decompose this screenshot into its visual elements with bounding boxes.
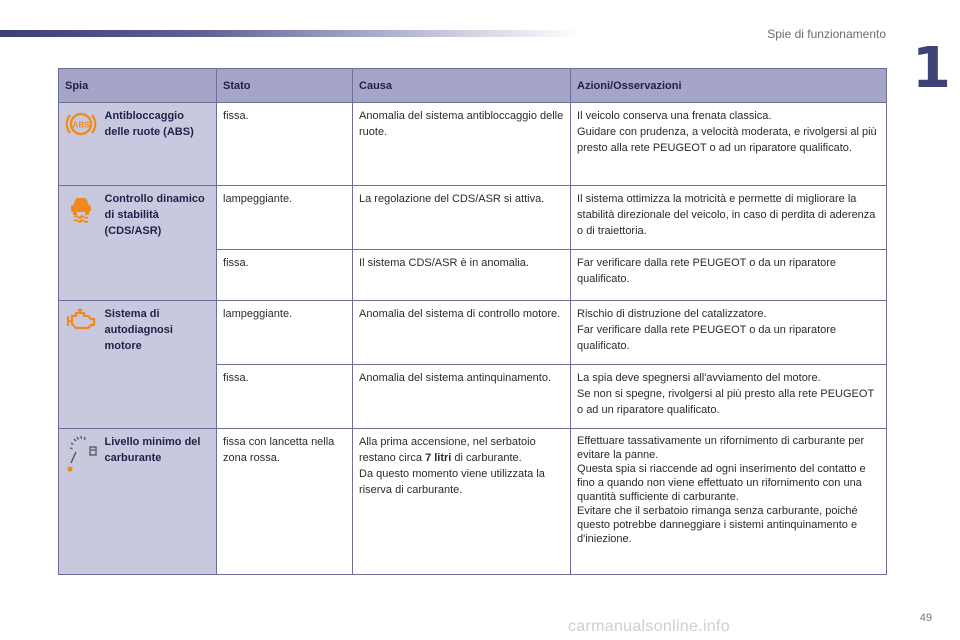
- warning-name: Sistema di autodiagnosi motore: [103, 301, 217, 429]
- stato-cell: lampeggiante.: [217, 301, 353, 365]
- warning-lights-table: [58, 68, 887, 575]
- cds-icon-cell: [59, 186, 103, 301]
- watermark: carmanualsonline.info: [568, 618, 730, 635]
- stato-cell: fissa.: [217, 365, 353, 429]
- fuel-level-icon: [64, 435, 98, 475]
- table-row: [59, 186, 887, 250]
- warning-name: Controllo dinamico di stabilità (CDS/ASR): [103, 186, 217, 301]
- column-header-azioni: Azioni/Osservazioni: [571, 69, 887, 103]
- header-gradient-bar: [0, 30, 580, 37]
- azioni-cell: [571, 103, 887, 186]
- causa-cell: La regolazione del CDS/ASR si attiva.: [353, 186, 571, 250]
- azioni-text: Se non si spegne, rivolgersi al più presto alla rete PEUGEOT o ad un riparatore qualificato.: [577, 388, 874, 416]
- azioni-text: La spia deve spegnersi all'avviamento del motore.: [577, 372, 821, 384]
- table-row: [59, 301, 887, 365]
- stato-cell: fissa.: [217, 250, 353, 301]
- causa-cell: Anomalia del sistema antibloccaggio delle ruote.: [353, 103, 571, 186]
- engine-icon-cell: [59, 301, 103, 429]
- causa-text-bold: 7 litri: [425, 452, 452, 464]
- causa-text-pre: Alla prima accensione, nel serbatoio restano circa: [359, 436, 536, 464]
- azioni-text: Questa spia si riaccende ad ogni inserimento del contatto e fino a quando non viene effettuato un rifornimento con una quantità sufficiente di carburante.: [577, 463, 866, 503]
- azioni-cell: Il sistema ottimizza la motricità e permette di migliorare la stabilità direzionale del veicolo, in caso di perdita di aderenza o di traiettoria.: [571, 186, 887, 250]
- causa-cell: Anomalia del sistema di controllo motore.: [353, 301, 571, 365]
- warning-name: Livello minimo del carburante: [103, 429, 217, 575]
- azioni-text: Rischio di distruzione del catalizzatore.: [577, 308, 767, 320]
- azioni-text: Il veicolo conserva una frenata classica.: [577, 110, 772, 122]
- abs-icon-cell: [59, 103, 103, 186]
- azioni-text: Evitare che il serbatoio rimanga senza carburante, poiché questo potrebbe danneggiare i sistemi antinquinamento e d'iniezione.: [577, 505, 858, 545]
- svg-text:ABS: ABS: [72, 120, 90, 130]
- table-row: [59, 103, 887, 186]
- column-header-stato: Stato: [217, 69, 353, 103]
- causa-cell: [353, 429, 571, 575]
- azioni-text: Far verificare dalla rete PEUGEOT o da un riparatore qualificato.: [577, 324, 837, 352]
- section-title: Spie di funzionamento: [767, 27, 886, 41]
- azioni-cell: [571, 301, 887, 365]
- azioni-cell: Far verificare dalla rete PEUGEOT o da un riparatore qualificato.: [571, 250, 887, 301]
- page-number: 49: [919, 612, 932, 624]
- causa-text: [359, 434, 564, 466]
- fuel-icon-cell: [59, 429, 103, 575]
- causa-text-post: di carburante.: [454, 452, 522, 464]
- stato-cell: lampeggiante.: [217, 186, 353, 250]
- table-header-row: [59, 69, 887, 103]
- azioni-cell: [571, 429, 887, 575]
- abs-warning-icon: [64, 109, 98, 139]
- table-row: [59, 429, 887, 575]
- causa-cell: Il sistema CDS/ASR è in anomalia.: [353, 250, 571, 301]
- column-header-spia: Spia: [59, 69, 217, 103]
- engine-diagnostic-icon: [64, 307, 98, 333]
- column-header-causa: Causa: [353, 69, 571, 103]
- chapter-number: 1: [912, 36, 951, 101]
- stability-control-icon: [64, 192, 98, 226]
- causa-cell: Anomalia del sistema antinquinamento.: [353, 365, 571, 429]
- warning-name: Antibloccaggio delle ruote (ABS): [103, 103, 217, 186]
- stato-cell: fissa con lancetta nella zona rossa.: [217, 429, 353, 575]
- stato-cell: fissa.: [217, 103, 353, 186]
- azioni-cell: [571, 365, 887, 429]
- causa-text: Da questo momento viene utilizzata la riserva di carburante.: [359, 468, 545, 496]
- azioni-text: Effettuare tassativamente un rifornimento di carburante per evitare la panne.: [577, 435, 865, 461]
- azioni-text: Guidare con prudenza, a velocità moderata, e rivolgersi al più presto alla rete PEUGEOT o ad un riparatore qualificato.: [577, 126, 877, 154]
